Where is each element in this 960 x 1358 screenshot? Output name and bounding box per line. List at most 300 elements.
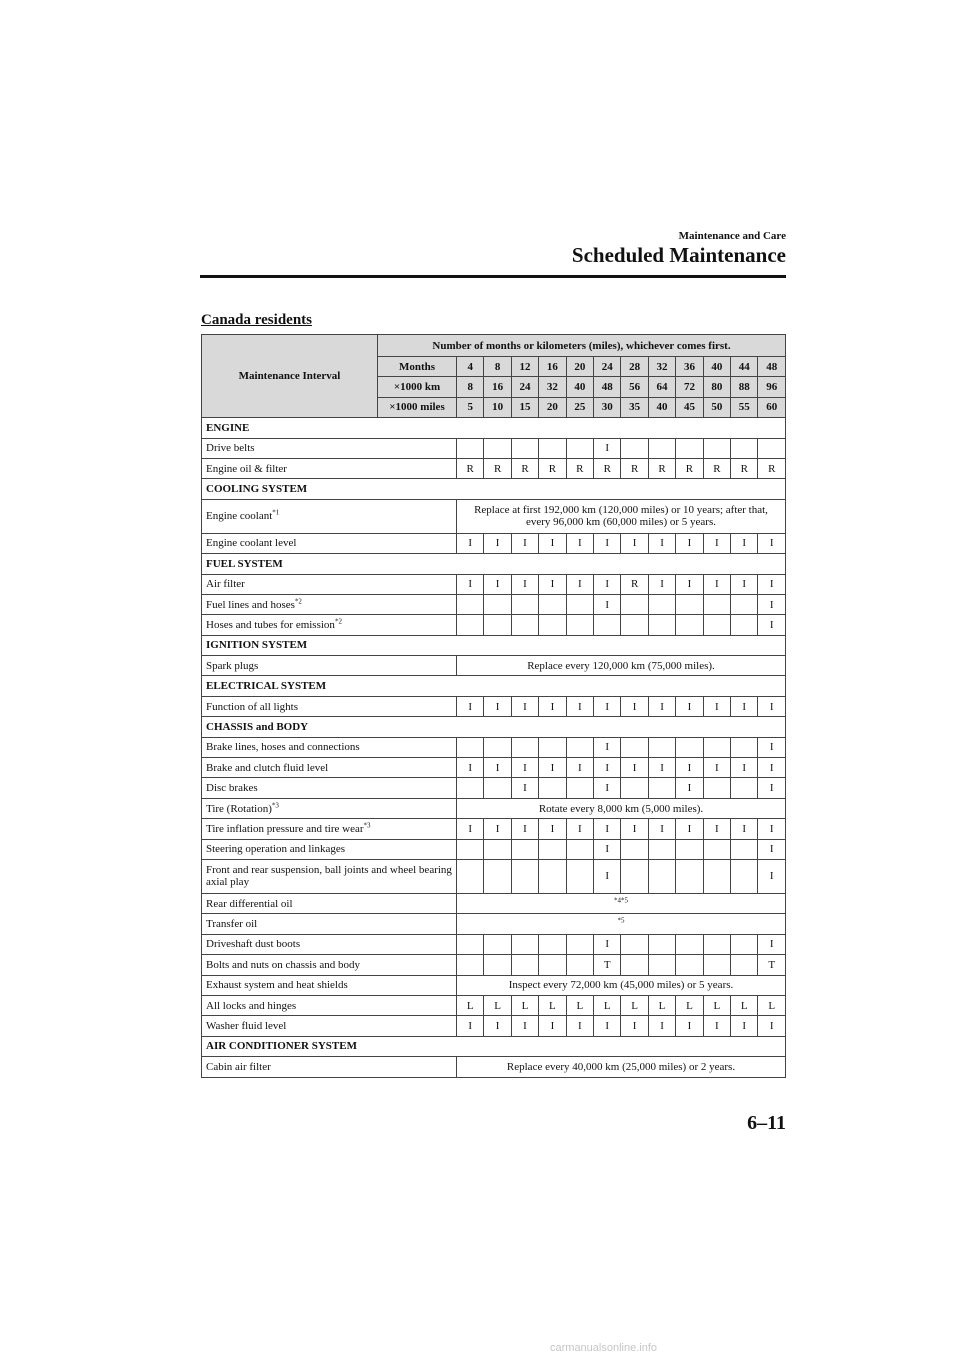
item-row [202, 839, 786, 859]
mark-cell [539, 615, 566, 635]
item-label-cell [202, 778, 457, 798]
mark-cell [511, 615, 538, 635]
mark-cell: L [703, 995, 730, 1015]
mark-cell: I [539, 758, 566, 778]
item-row [202, 893, 786, 913]
interval-value: 16 [539, 357, 566, 377]
footnote-ref: *4*5 [614, 896, 628, 905]
footnote-ref: *3 [363, 821, 371, 830]
mark-cell: I [594, 737, 621, 757]
interval-value: 15 [511, 397, 538, 417]
mark-cell [621, 955, 648, 975]
item-label-cell [202, 955, 457, 975]
mark-cell [539, 859, 566, 893]
interval-label: Maintenance Interval [202, 335, 378, 418]
mark-cell [731, 839, 758, 859]
mark-cell [539, 839, 566, 859]
interval-value: 35 [621, 397, 648, 417]
mark-cell: I [566, 574, 593, 594]
mark-cell [621, 839, 648, 859]
item-label: Front and rear suspension, ball joints and wheel bearing axial play [206, 864, 452, 889]
mark-cell: I [648, 533, 675, 553]
mark-cell: R [539, 458, 566, 478]
interval-value: 4 [457, 357, 484, 377]
interval-note: Replace every 120,000 km (75,000 miles). [457, 656, 786, 676]
interval-value: 8 [484, 357, 511, 377]
mark-cell: I [484, 819, 511, 839]
interval-value: 44 [731, 357, 758, 377]
item-label-cell [202, 839, 457, 859]
mark-cell: I [703, 758, 730, 778]
mark-cell: I [676, 819, 703, 839]
mark-cell [484, 934, 511, 954]
item-row [202, 615, 786, 635]
mark-cell: I [703, 696, 730, 716]
mark-cell [566, 934, 593, 954]
mark-cell [511, 737, 538, 757]
mark-cell: I [703, 574, 730, 594]
category-label: FUEL SYSTEM [202, 554, 786, 574]
mark-cell: I [648, 758, 675, 778]
interval-value: 40 [648, 397, 675, 417]
item-label: Engine oil & filter [206, 462, 287, 475]
mark-cell [703, 859, 730, 893]
interval-value: 55 [731, 397, 758, 417]
category-label: COOLING SYSTEM [202, 479, 786, 499]
item-row [202, 819, 786, 839]
footnote-ref: *1 [272, 508, 280, 517]
mark-cell: R [731, 458, 758, 478]
category-row [202, 418, 786, 438]
mark-cell [457, 934, 484, 954]
mark-cell: I [758, 696, 786, 716]
mark-cell [731, 438, 758, 458]
mark-cell: I [511, 1016, 538, 1036]
mark-cell: L [484, 995, 511, 1015]
item-label-cell [202, 934, 457, 954]
mark-cell [539, 778, 566, 798]
mark-cell [539, 934, 566, 954]
mark-cell: I [484, 1016, 511, 1036]
interval-value: 48 [594, 377, 621, 397]
mark-cell: I [648, 819, 675, 839]
mark-cell: I [511, 574, 538, 594]
item-label-cell [202, 533, 457, 553]
mark-cell: I [594, 1016, 621, 1036]
mark-cell [648, 859, 675, 893]
mark-cell: I [676, 533, 703, 553]
mark-cell [511, 859, 538, 893]
item-label: Brake lines, hoses and connections [206, 741, 360, 754]
item-row [202, 975, 786, 995]
item-row [202, 696, 786, 716]
mark-cell: R [621, 574, 648, 594]
category-label: ELECTRICAL SYSTEM [202, 676, 786, 696]
mark-cell [457, 955, 484, 975]
mark-cell [457, 594, 484, 614]
mark-cell: R [758, 458, 786, 478]
interval-note: Inspect every 72,000 km (45,000 miles) or 5 years. [457, 975, 786, 995]
interval-value: 32 [539, 377, 566, 397]
mark-cell: I [758, 737, 786, 757]
item-row [202, 1016, 786, 1036]
mark-cell [566, 859, 593, 893]
mark-cell: R [594, 458, 621, 478]
item-row [202, 914, 786, 934]
interval-value: 25 [566, 397, 593, 417]
mark-cell [484, 615, 511, 635]
item-row [202, 737, 786, 757]
item-label: Brake and clutch fluid level [206, 761, 329, 774]
mark-cell: L [566, 995, 593, 1015]
mark-cell: L [758, 995, 786, 1015]
mark-cell: I [758, 574, 786, 594]
item-label: Exhaust system and heat shields [206, 979, 348, 992]
mark-cell [703, 955, 730, 975]
interval-value: 50 [703, 397, 730, 417]
item-label-cell [202, 438, 457, 458]
mark-cell: I [594, 696, 621, 716]
mark-cell [703, 615, 730, 635]
item-label: Drive belts [206, 442, 255, 455]
mark-cell [457, 859, 484, 893]
interval-value: 5 [457, 397, 484, 417]
item-label: Transfer oil [206, 918, 258, 931]
item-label: Engine coolant [206, 510, 273, 523]
item-row [202, 458, 786, 478]
item-row [202, 499, 786, 533]
item-label-cell [202, 656, 457, 676]
mark-cell: I [484, 533, 511, 553]
interval-unit: Months [378, 357, 457, 377]
category-row [202, 635, 786, 655]
mark-cell: I [594, 533, 621, 553]
mark-cell [703, 438, 730, 458]
mark-cell [511, 955, 538, 975]
mark-cell: I [758, 934, 786, 954]
mark-cell: I [648, 1016, 675, 1036]
item-label: Function of all lights [206, 700, 298, 713]
item-label: All locks and hinges [206, 999, 297, 1012]
mark-cell: I [758, 778, 786, 798]
region-title: Canada residents [201, 312, 312, 328]
mark-cell [731, 955, 758, 975]
mark-cell [484, 594, 511, 614]
mark-cell: I [758, 819, 786, 839]
mark-cell [621, 615, 648, 635]
mark-cell [731, 737, 758, 757]
category-label: AIR CONDITIONER SYSTEM [202, 1036, 786, 1056]
mark-cell [676, 737, 703, 757]
mark-cell: I [457, 1016, 484, 1036]
mark-cell: I [511, 778, 538, 798]
interval-value: 45 [676, 397, 703, 417]
item-label-cell [202, 859, 457, 893]
mark-cell: I [594, 574, 621, 594]
mark-cell: I [539, 574, 566, 594]
item-label: Cabin air filter [206, 1060, 271, 1073]
page-number: 6–11 [747, 1112, 786, 1134]
mark-cell [566, 438, 593, 458]
item-row [202, 438, 786, 458]
mark-cell: I [731, 574, 758, 594]
item-label-cell [202, 574, 457, 594]
interval-value: 60 [758, 397, 786, 417]
item-label: Engine coolant level [206, 537, 297, 550]
mark-cell [758, 438, 786, 458]
mark-cell: I [648, 696, 675, 716]
mark-cell [484, 859, 511, 893]
mark-cell: I [511, 533, 538, 553]
mark-cell [621, 594, 648, 614]
footnote-ref: *2 [294, 596, 302, 605]
interval-unit: ×1000 km [378, 377, 457, 397]
mark-cell [566, 839, 593, 859]
item-label: Spark plugs [206, 659, 259, 672]
mark-cell: I [594, 934, 621, 954]
item-label-cell [202, 819, 457, 839]
mark-cell: I [566, 533, 593, 553]
item-label-cell [202, 1057, 457, 1077]
mark-cell [566, 615, 593, 635]
mark-cell: I [676, 574, 703, 594]
interval-value: 40 [566, 377, 593, 397]
mark-cell: I [703, 819, 730, 839]
interval-value: 20 [566, 357, 593, 377]
mark-cell [511, 934, 538, 954]
mark-cell [511, 594, 538, 614]
interval-value: 72 [676, 377, 703, 397]
mark-cell [703, 839, 730, 859]
maintenance-schedule-table [201, 334, 786, 1078]
mark-cell: I [511, 696, 538, 716]
mark-cell: I [676, 758, 703, 778]
mark-cell [566, 594, 593, 614]
mark-cell: I [758, 758, 786, 778]
interval-value: 96 [758, 377, 786, 397]
mark-cell [648, 778, 675, 798]
item-label: Rear differential oil [206, 897, 293, 910]
mark-cell [621, 778, 648, 798]
mark-cell: I [648, 574, 675, 594]
mark-cell: I [676, 696, 703, 716]
item-row [202, 798, 786, 818]
item-label-cell [202, 893, 457, 913]
interval-value: 80 [703, 377, 730, 397]
mark-cell: I [457, 696, 484, 716]
interval-value: 32 [648, 357, 675, 377]
interval-value: 36 [676, 357, 703, 377]
schedule-body [202, 335, 786, 1078]
mark-cell [676, 934, 703, 954]
mark-cell [676, 438, 703, 458]
category-row [202, 554, 786, 574]
mark-cell: I [758, 839, 786, 859]
footnote-ref: *3 [271, 800, 279, 809]
mark-cell [703, 737, 730, 757]
mark-cell: L [539, 995, 566, 1015]
mark-cell [484, 955, 511, 975]
category-row [202, 479, 786, 499]
item-label-cell [202, 995, 457, 1015]
item-label-cell [202, 696, 457, 716]
item-label-cell [202, 798, 457, 818]
mark-cell: I [594, 778, 621, 798]
category-row [202, 717, 786, 737]
mark-cell [621, 934, 648, 954]
mark-cell [539, 594, 566, 614]
mark-cell: I [594, 819, 621, 839]
mark-cell [457, 438, 484, 458]
interval-value: 8 [457, 377, 484, 397]
mark-cell [457, 778, 484, 798]
footnote-ref: *2 [334, 617, 342, 626]
mark-cell: I [758, 1016, 786, 1036]
mark-cell [539, 737, 566, 757]
interval-value: 48 [758, 357, 786, 377]
item-label: Driveshaft dust boots [206, 938, 301, 951]
item-label: Steering operation and linkages [206, 843, 345, 856]
category-row [202, 676, 786, 696]
interval-value: 88 [731, 377, 758, 397]
item-label: Air filter [206, 578, 245, 591]
interval-note: Replace every 40,000 km (25,000 miles) or 2 years. [457, 1057, 786, 1077]
chapter-label: Maintenance and Care [678, 230, 786, 242]
mark-cell [457, 839, 484, 859]
mark-cell: I [511, 758, 538, 778]
mark-cell: I [621, 758, 648, 778]
mark-cell: I [539, 819, 566, 839]
mark-cell: I [594, 839, 621, 859]
item-row [202, 574, 786, 594]
mark-cell: I [566, 819, 593, 839]
item-label-cell [202, 615, 457, 635]
mark-cell [539, 955, 566, 975]
item-row [202, 955, 786, 975]
interval-value: 56 [621, 377, 648, 397]
mark-cell [648, 594, 675, 614]
item-label-cell [202, 975, 457, 995]
mark-cell: I [594, 438, 621, 458]
item-row [202, 934, 786, 954]
mark-cell: I [621, 533, 648, 553]
mark-cell: I [594, 859, 621, 893]
mark-cell: I [484, 758, 511, 778]
mark-cell [676, 839, 703, 859]
item-row [202, 533, 786, 553]
interval-value: 10 [484, 397, 511, 417]
mark-cell: I [703, 533, 730, 553]
mark-cell [594, 615, 621, 635]
footnote-cell [457, 914, 786, 934]
mark-cell: L [621, 995, 648, 1015]
mark-cell: I [566, 1016, 593, 1036]
mark-cell [703, 934, 730, 954]
mark-cell: I [594, 758, 621, 778]
mark-cell: L [648, 995, 675, 1015]
mark-cell: R [648, 458, 675, 478]
mark-cell: R [511, 458, 538, 478]
mark-cell: I [758, 859, 786, 893]
interval-value: 16 [484, 377, 511, 397]
interval-value: 64 [648, 377, 675, 397]
mark-cell: I [731, 696, 758, 716]
item-label-cell [202, 737, 457, 757]
mark-cell: I [566, 758, 593, 778]
mark-cell: I [731, 533, 758, 553]
mark-cell: I [511, 819, 538, 839]
item-label: Hoses and tubes for emission [206, 618, 335, 631]
category-row [202, 1036, 786, 1056]
mark-cell [621, 737, 648, 757]
mark-cell: I [703, 1016, 730, 1036]
mark-cell: I [758, 594, 786, 614]
mark-cell: L [594, 995, 621, 1015]
item-label-cell [202, 499, 457, 533]
mark-cell [621, 859, 648, 893]
mark-cell [676, 594, 703, 614]
mark-cell: I [731, 1016, 758, 1036]
mark-cell: I [539, 1016, 566, 1036]
item-row [202, 995, 786, 1015]
mark-cell: R [676, 458, 703, 478]
mark-cell: I [539, 533, 566, 553]
interval-note: Replace at first 192,000 km (120,000 miles) or 10 years; after that, every 96,000 km (60,000 miles) or 5 years. [457, 499, 786, 533]
mark-cell [566, 778, 593, 798]
mark-cell [731, 859, 758, 893]
page-title: Scheduled Maintenance [571, 243, 786, 267]
mark-cell [731, 594, 758, 614]
interval-value: 20 [539, 397, 566, 417]
mark-cell: I [457, 819, 484, 839]
mark-cell [457, 615, 484, 635]
item-label: Washer fluid level [206, 1020, 287, 1033]
category-label: ENGINE [202, 418, 786, 438]
interval-value: 24 [511, 377, 538, 397]
mark-cell [731, 934, 758, 954]
interval-value: 24 [594, 357, 621, 377]
mark-cell: R [457, 458, 484, 478]
mark-cell [457, 737, 484, 757]
mark-cell: I [676, 778, 703, 798]
mark-cell: L [731, 995, 758, 1015]
mark-cell: I [457, 533, 484, 553]
mark-cell: I [539, 696, 566, 716]
footnote-ref: *5 [617, 916, 625, 925]
header-rule [200, 275, 786, 278]
mark-cell [703, 778, 730, 798]
item-row [202, 758, 786, 778]
mark-cell: I [731, 819, 758, 839]
mark-cell [676, 955, 703, 975]
item-label: Bolts and nuts on chassis and body [206, 958, 360, 971]
mark-cell: T [594, 955, 621, 975]
mark-cell [484, 737, 511, 757]
mark-cell [621, 438, 648, 458]
item-row [202, 1057, 786, 1077]
mark-cell: I [484, 574, 511, 594]
mark-cell: L [511, 995, 538, 1015]
item-label-cell [202, 914, 457, 934]
item-row [202, 859, 786, 893]
interval-caption: Number of months or kilometers (miles), whichever comes first. [378, 335, 786, 357]
mark-cell: I [457, 758, 484, 778]
item-label: Fuel lines and hoses [206, 598, 295, 611]
interval-value: 30 [594, 397, 621, 417]
mark-cell: L [457, 995, 484, 1015]
mark-cell [511, 839, 538, 859]
item-label-cell [202, 1016, 457, 1036]
